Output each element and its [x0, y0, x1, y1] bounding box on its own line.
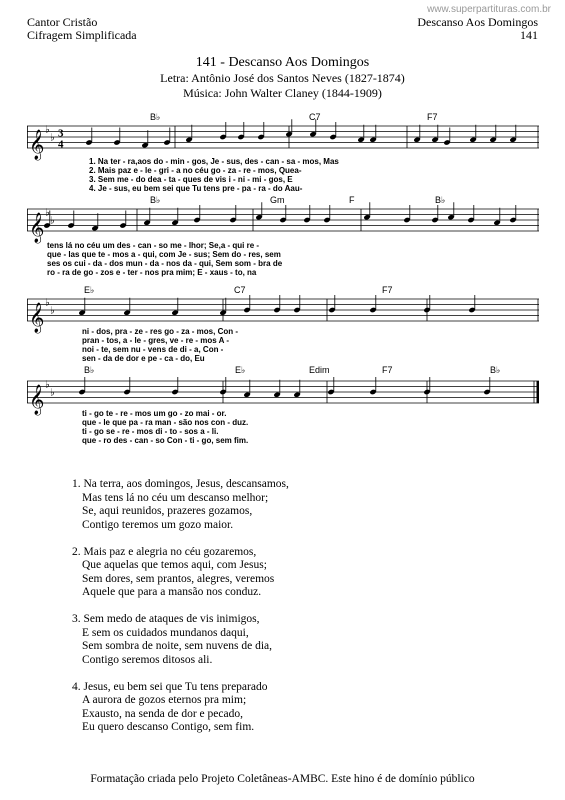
verse-line: Mas tens lá no céu um descanso melhor;	[82, 491, 269, 504]
hymn-title: 141 - Descanso Aos Domingos	[195, 55, 370, 70]
verse-line: Contigo seremos ditosos ali.	[82, 653, 213, 666]
header-right	[417, 16, 538, 42]
svg-text:♭: ♭	[45, 124, 50, 136]
svg-text:♭: ♭	[50, 387, 55, 399]
chord: F	[349, 195, 355, 205]
lyric-line-verse-3: ti - go se - re - mos di - to - sos a - li.	[82, 427, 219, 436]
title-block	[0, 55, 565, 101]
chord: F7	[382, 285, 393, 295]
footer-note: Formatação criada pelo Projeto Coletâneas-AMBC. Este hino é de domínio público	[90, 773, 475, 785]
svg-text:𝄞: 𝄞	[29, 213, 45, 243]
chord: F7	[427, 112, 438, 122]
chord: C7	[309, 112, 321, 122]
lyric-line-verse-2: que - las que te - mos a - qui, com Je - sus; Sem do - res, sem	[47, 250, 281, 259]
score-system-4	[27, 365, 539, 460]
hymn-name-header: Descanso Aos Domingos	[417, 15, 538, 29]
chord: B♭	[490, 365, 501, 375]
lyric-line-verse-1: ni - dos, pra - ze - res go - za - mos, Con -	[82, 327, 239, 336]
hymnal-name: Cantor Cristão	[27, 15, 98, 29]
verse-line: Eu quero descanso Contigo, sem fim.	[82, 721, 255, 733]
verse-line: Que aquelas que temos aqui, com Jesus;	[82, 559, 267, 571]
lyric-line-verse-1: 1. Na ter - ra,aos do - min - gos, Je - sus, des - can - sa - mos, Mas	[89, 157, 339, 166]
verse-3	[72, 613, 289, 667]
header-left	[27, 16, 137, 42]
chord: C7	[234, 285, 246, 295]
chord: F7	[382, 365, 393, 375]
chord: Gm	[270, 195, 285, 205]
lyric-line-verse-1: ti - go te - re - mos um go - zo mai - or.	[82, 409, 227, 418]
chord: E♭	[235, 365, 246, 375]
score-system-3	[27, 285, 539, 373]
verse-line: 2. Mais paz e alegria no céu gozaremos,	[72, 545, 257, 558]
lyric-line-verse-4: ro - ra de go - zos e - ter - nos pra mim; E - xaus - to, na	[47, 268, 257, 277]
svg-text:𝄞: 𝄞	[29, 385, 45, 415]
lyric-line-verse-1: tens lá no céu um des - can - so me - lhor; Se,a - qui re -	[47, 241, 260, 250]
lyric-line-verse-3: 3. Sem me - do dea - ta - ques de vis i - ni - mi - gos, E	[89, 175, 293, 184]
verse-line: Exausto, na senda de dor e pecado,	[82, 707, 243, 720]
verse-line: Contigo teremos um gozo maior.	[82, 518, 234, 531]
lyric-line-verse-3: ses os cui - da - dos mun - da - nos da - qui, Sem som - bra de	[47, 259, 283, 268]
chord: B♭	[435, 195, 446, 205]
verse-line: 1. Na terra, aos domingos, Jesus, descansamos,	[72, 478, 289, 490]
lyric-line-verse-3: noi - te, sem nu - vens de di - a, Con -	[82, 345, 224, 354]
svg-text:♭: ♭	[45, 297, 50, 309]
svg-text:𝄞: 𝄞	[29, 130, 45, 160]
lyric-line-verse-4: sen - da de dor e pe - ca - do, Eu	[82, 354, 205, 363]
hymn-number-header: 141	[520, 28, 538, 42]
lyric-line-verse-2: 2. Mais paz e - le - gri - a no céu go - za - re - mos, Quea-	[89, 166, 302, 175]
verse-2	[72, 546, 289, 600]
chord: B♭	[84, 365, 95, 375]
verse-line: Se, aqui reunidos, prazeres gozamos,	[82, 505, 253, 517]
verse-line: E sem os cuidados mundanos daqui,	[82, 626, 249, 639]
svg-text:♭: ♭	[50, 132, 55, 144]
verse-line: Sem dores, sem prantos, alegres, veremos	[82, 572, 275, 585]
chord: E♭	[84, 285, 95, 295]
chord: B♭	[150, 112, 161, 122]
lyric-line-verse-2: pran - tos, a - le - gres, ve - re - mos A -	[82, 336, 229, 345]
lyric-line-verse-4: 4. Je - sus, eu bem sei que Tu tens pre - pa - ra - do Aau-	[89, 184, 303, 193]
svg-text:♭: ♭	[50, 215, 55, 227]
verse-line: 4. Jesus, eu bem sei que Tu tens preparado	[72, 680, 268, 693]
verse-line: Aquele que para a mansão nos conduz.	[82, 586, 262, 598]
chord: Edim	[309, 365, 330, 375]
lyricist: Letra: Antônio José dos Santos Neves (1827-1874)	[160, 71, 405, 85]
chord: B♭	[150, 195, 161, 205]
verse-line: 3. Sem medo de ataques de vis inimigos,	[72, 613, 260, 625]
svg-text:♭: ♭	[50, 305, 55, 317]
verse-line: A aurora de gozos eternos pra mim;	[82, 694, 247, 706]
verse-4	[72, 681, 289, 735]
score-system-2	[27, 195, 539, 283]
verse-line: Sem sombra de noite, sem nuvens de dia,	[82, 640, 273, 652]
edition-name: Cifragem Simplificada	[27, 28, 137, 42]
svg-text:4: 4	[58, 138, 64, 151]
score-system-1	[27, 112, 539, 192]
verse-1	[72, 478, 289, 532]
svg-text:𝄞: 𝄞	[29, 303, 45, 333]
svg-text:3: 3	[58, 127, 64, 140]
watermark: www.superpartituras.com.br	[427, 4, 551, 15]
svg-text:♭: ♭	[45, 379, 50, 391]
lyric-line-verse-4: que - ro des - can - so Con - ti - go, sem fim.	[82, 436, 249, 445]
verses-text	[72, 478, 289, 748]
composer: Música: John Walter Claney (1844-1909)	[183, 86, 382, 100]
lyric-line-verse-2: que - le que pa - ra man - são nos con - duz.	[82, 418, 249, 427]
svg-text:♭: ♭	[45, 207, 50, 219]
